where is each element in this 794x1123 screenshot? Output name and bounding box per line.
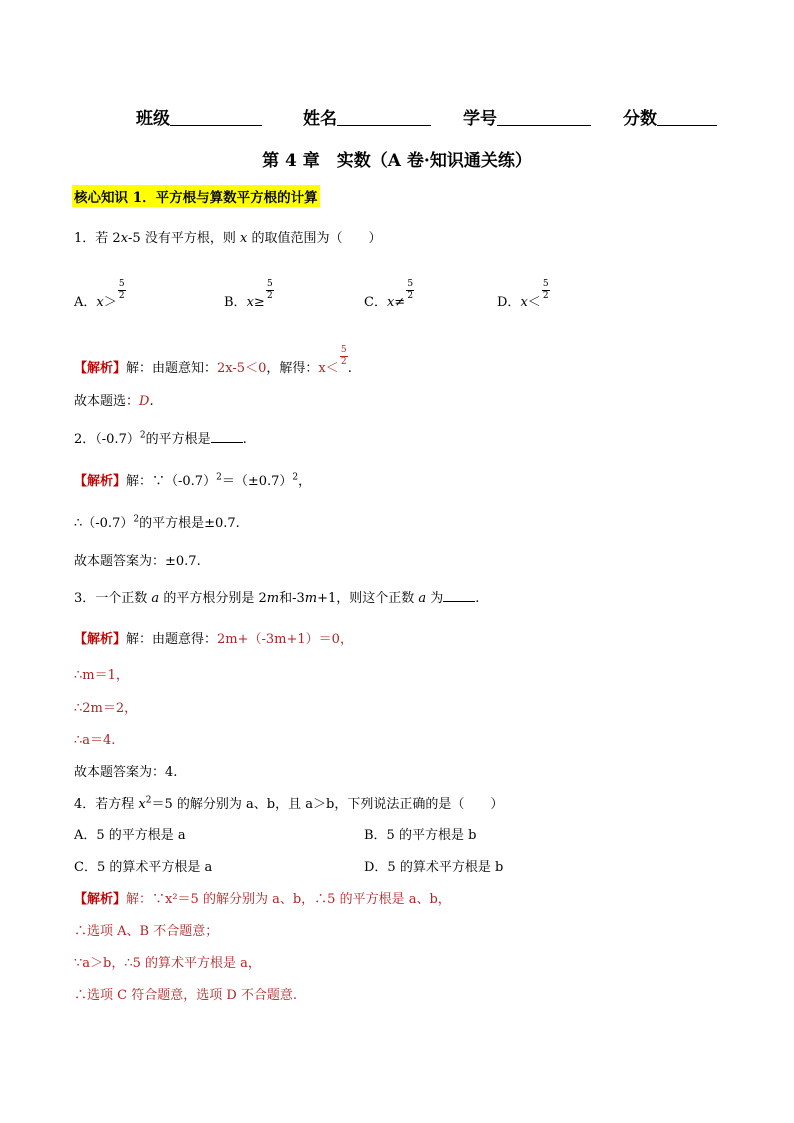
question-2: 2．$(-0.7)^2$的平方根是 . — [74, 430, 247, 447]
score-blank — [657, 107, 717, 126]
class-field — [136, 104, 262, 129]
q4-option-a: A．5 的平方根是 a — [74, 828, 186, 843]
q1-option-c: C．x≠ $\frac{5}{2}$ — [364, 279, 414, 310]
q1-conclusion: 故本题选：D. — [74, 394, 154, 409]
q1-option-b: B．x≥ $\frac{5}{2}$ — [224, 279, 273, 310]
name-blank — [337, 107, 431, 126]
question-3: 3．一个正数 a 的平方根分别是 2m和-3m+1，则这个正数 a 为 . — [74, 591, 480, 606]
q2-analysis: 【解析】解：$\because(-0.7)^2=(\pm 0.7)^2$， — [74, 472, 312, 489]
q4-option-c: C．5 的算术平方根是 a — [74, 860, 213, 875]
student-id-field — [463, 104, 591, 129]
student-id-blank — [497, 107, 591, 126]
q3-analysis-line-4: ∴a＝4. — [74, 733, 116, 748]
q4-analysis-line-3: ∵a＞b，∴5 的算术平方根是 a， — [74, 956, 261, 971]
q2-conclusion: 故本题答案为：±0.7. — [74, 554, 201, 569]
class-blank — [170, 107, 262, 126]
page-title: 第 4 章 实数（A 卷·知识通关练） — [262, 151, 532, 171]
question-4: 4．若方程 $x^2=5$ 的解分别为 a、b，且 a＞b，下列说法正确的是（ ） — [74, 795, 504, 812]
q2-analysis-line-2: $\therefore(-0.7)^2$的平方根是±0.7. — [74, 514, 240, 531]
q4-option-d: D．5 的算术平方根是 b — [364, 860, 504, 875]
name-field — [303, 104, 431, 129]
score-field — [623, 104, 717, 129]
name-label: 姓名 — [303, 109, 337, 129]
q1-option-d: D．x＜ $\frac{5}{2}$ — [497, 279, 549, 310]
question-1: 1．若 2x-5 没有平方根，则 x 的取值范围为（ ） — [74, 231, 382, 246]
q4-analysis-line-4: ∴选项 C 符合题意，选项 D 不合题意. — [74, 988, 298, 1003]
q3-analysis: 【解析】解：由题意得：2m+（-3m+1）＝0， — [74, 632, 353, 647]
q4-option-b: B．5 的平方根是 b — [364, 828, 477, 843]
score-label: 分数 — [623, 109, 657, 129]
q3-conclusion: 故本题答案为：4. — [74, 765, 178, 780]
class-label: 班级 — [136, 109, 170, 129]
student-id-label: 学号 — [463, 109, 497, 129]
q4-analysis-line-2: ∴选项 A、B 不合题意； — [74, 924, 219, 939]
q3-analysis-line-2: ∴m＝1， — [74, 668, 129, 683]
q3-analysis-line-3: ∴2m＝2， — [74, 701, 138, 716]
q4-analysis: 【解析】解：∵x²＝5 的解分别为 a、b，∴5 的平方根是 a、b， — [74, 892, 451, 907]
section-heading: 核心知识 1．平方根与算数平方根的计算 — [72, 185, 320, 207]
q1-analysis: 【解析】解：由题意知：2x-5＜0，解得：x＜ $\frac{5}{2}$ . — [74, 345, 352, 376]
q1-option-a: A．x＞ $\frac{5}{2}$ — [74, 279, 125, 310]
